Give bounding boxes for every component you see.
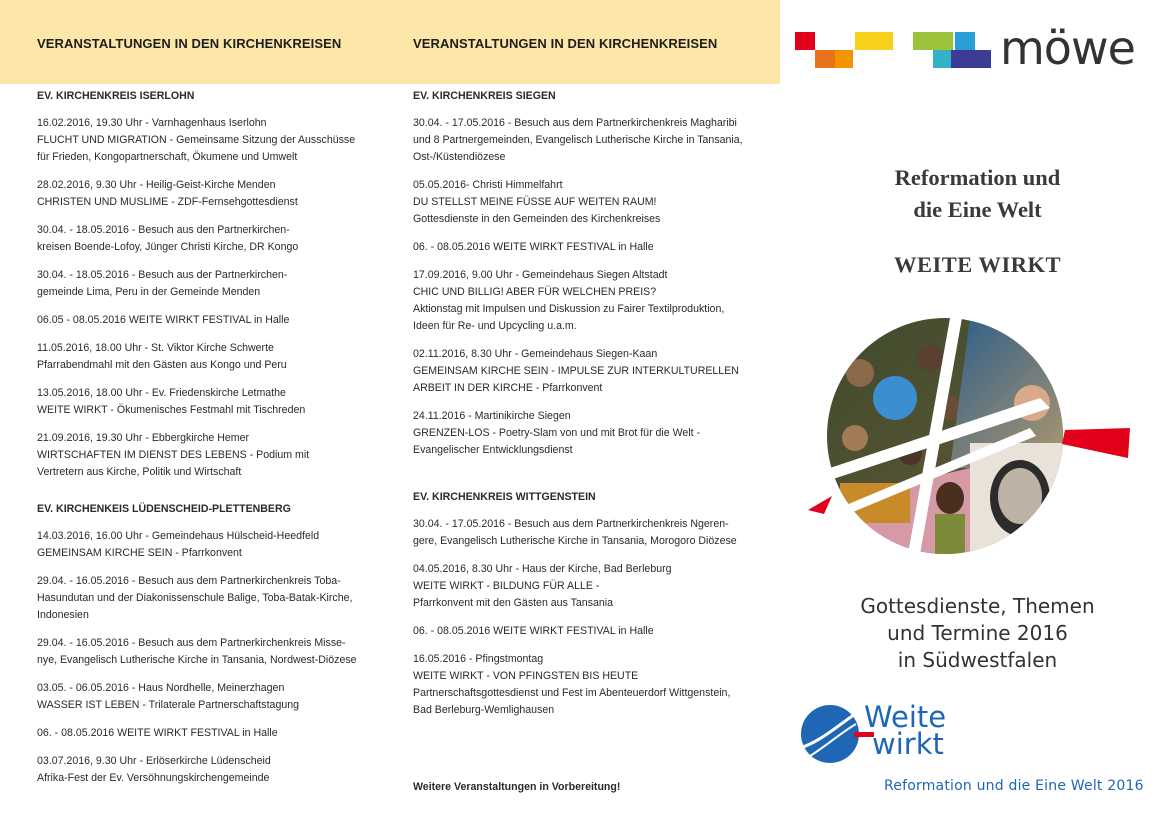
event-line: Indonesien	[37, 609, 89, 621]
event-entry	[37, 177, 382, 211]
event-entry	[37, 222, 382, 256]
event-list-siegen	[413, 115, 768, 459]
cover-subtitle	[790, 593, 1165, 674]
cover-main-title: WEITE WIRKT	[893, 252, 1061, 277]
event-entry	[37, 430, 382, 481]
event-line: WEITE WIRKT - BILDUNG FÜR ALLE -	[413, 580, 600, 592]
event-line: 28.02.2016, 9.30 Uhr - Heilig-Geist-Kirche Menden	[37, 179, 276, 191]
event-entry	[413, 623, 768, 640]
event-line: 21.09.2016, 19.30 Uhr - Ebbergkirche Hemer	[37, 432, 249, 444]
event-line: Hasundutan und der Diakonissenschule Balige, Toba-Batak-Kirche,	[37, 592, 353, 604]
middle-column	[413, 86, 768, 730]
event-line: nye, Evangelisch Lutherische Kirche in Tansania, Nordwest-Diözese	[37, 654, 357, 666]
event-line: 29.04. - 16.05.2016 - Besuch aus dem Partnerkirchenkreis Toba-	[37, 575, 341, 587]
event-line: WEITE WIRKT - VON PFINGSTEN BIS HEUTE	[413, 670, 639, 682]
moewe-logo-blocks	[795, 32, 995, 72]
event-list-wittgenstein	[413, 516, 768, 719]
footer-note: Weitere Veranstaltungen in Vorbereitung!	[413, 781, 621, 793]
weite-wirkt-line2: wirkt	[872, 727, 944, 761]
event-entry	[413, 115, 768, 166]
event-line: Bad Berleburg-Wemlighausen	[413, 704, 555, 716]
event-line: 13.05.2016, 18.00 Uhr - Ev. Friedenskirche Letmathe	[37, 387, 286, 399]
event-line: FLUCHT UND MIGRATION - Gemeinsame Sitzung der Ausschüsse	[37, 134, 356, 146]
event-line: Ost-/Küstendiözese	[413, 151, 506, 163]
event-line: 03.07.2016, 9.30 Uhr - Erlöserkirche Lüdenscheid	[37, 755, 271, 767]
event-line: 06. - 08.05.2016 WEITE WIRKT FESTIVAL in Halle	[413, 241, 654, 253]
event-line: Pfarrkonvent mit den Gästen aus Tansania	[413, 597, 614, 609]
event-line: 29.04. - 16.05.2016 - Besuch aus dem Partnerkirchenkreis Misse-	[37, 637, 346, 649]
event-line: 17.09.2016, 9.00 Uhr - Gemeindehaus Siegen Altstadt	[413, 269, 668, 281]
event-line: kreisen Boende-Lofoy, Jünger Christi Kirche, DR Kongo	[37, 241, 299, 253]
event-entry	[37, 267, 382, 301]
event-entry	[37, 573, 382, 624]
event-entry	[37, 753, 382, 787]
event-line: 30.04. - 18.05.2016 - Besuch aus der Partnerkirchen-	[37, 269, 288, 281]
left-column-title: VERANSTALTUNGEN IN DEN KIRCHENKREISEN	[37, 36, 342, 51]
event-line: WASSER IST LEBEN - Trilaterale Partnerschaftstagung	[37, 699, 300, 711]
event-line: 14.03.2016, 16.00 Uhr - Gemeindehaus Hülscheid-Heedfeld	[37, 530, 320, 542]
weite-wirkt-line1: Weite	[864, 700, 947, 734]
event-entry	[37, 385, 382, 419]
event-line: DU STELLST MEINE FÜSSE AUF WEITEN RAUM!	[413, 196, 657, 208]
event-entry	[413, 239, 768, 256]
event-line: WIRTSCHAFTEN IM DIENST DES LEBENS - Podium mit	[37, 449, 310, 461]
cover-subtitle-line3: in Südwestfalen	[897, 648, 1058, 672]
middle-column-title: VERANSTALTUNGEN IN DEN KIRCHENKREISEN	[413, 36, 718, 51]
event-line: 06.05 - 08.05.2016 WEITE WIRKT FESTIVAL in Halle	[37, 314, 290, 326]
event-line: 11.05.2016, 18.00 Uhr - St. Viktor Kirche Schwerte	[37, 342, 274, 354]
event-entry	[37, 635, 382, 669]
event-line: Ideen für Re- und Upcycling u.a.m.	[413, 320, 577, 332]
event-entry	[37, 115, 382, 166]
red-accent-right	[1062, 428, 1130, 458]
event-line: Pfarrabendmahl mit den Gästen aus Kongo und Peru	[37, 359, 287, 371]
red-accent-left	[808, 496, 832, 514]
event-list-iserlohn	[37, 115, 382, 481]
event-line: 02.11.2016, 8.30 Uhr - Gemeindehaus Siegen-Kaan	[413, 348, 658, 360]
moewe-logo-text: möwe	[1000, 21, 1135, 75]
event-line: 04.05.2016, 8.30 Uhr - Haus der Kirche, Bad Berleburg	[413, 563, 672, 575]
event-entry	[37, 340, 382, 374]
event-line: GEMEINSAM KIRCHE SEIN - IMPULSE ZUR INTERKULTURELLEN	[413, 365, 739, 377]
event-line: und 8 Partnergemeinden, Evangelisch Lutherische Kirche in Tansania,	[413, 134, 743, 146]
event-line: Aktionstag mit Impulsen und Diskussion zu Fairer Textilproduktion,	[413, 303, 725, 315]
weite-wirkt-logo-text	[864, 700, 947, 761]
event-line: 03.05. - 06.05.2016 - Haus Nordhelle, Meinerzhagen	[37, 682, 285, 694]
event-entry	[413, 651, 768, 719]
event-line: Vertretern aus Kirche, Politik und Wirtschaft	[37, 466, 242, 478]
cover-title-line2: die Eine Welt	[913, 197, 1042, 222]
event-entry	[413, 516, 768, 550]
event-line: gemeinde Lima, Peru in der Gemeinde Menden	[37, 286, 261, 298]
event-line: Afrika-Fest der Ev. Versöhnungskirchengemeinde	[37, 772, 270, 784]
event-entry	[37, 312, 382, 329]
event-line: gere, Evangelisch Lutherische Kirche in Tansania, Morogoro Diözese	[413, 535, 737, 547]
cover-title	[790, 162, 1165, 226]
left-column	[37, 86, 382, 798]
event-line: CHRISTEN UND MUSLIME - ZDF-Fernsehgottesdienst	[37, 196, 298, 208]
event-line: Gottesdienste in den Gemeinden des Kirchenkreises	[413, 213, 661, 225]
weite-wirkt-tagline: Reformation und die Eine Welt 2016	[884, 778, 1144, 794]
event-line: CHIC UND BILLIG! ABER FÜR WELCHEN PREIS?	[413, 286, 657, 298]
cover-subtitle-line2: und Termine 2016	[887, 621, 1068, 645]
cover-title-line1: Reformation und	[894, 165, 1061, 190]
event-list-luedenscheid	[37, 528, 382, 787]
section-heading-siegen: EV. KIRCHENKREIS SIEGEN	[413, 90, 556, 102]
event-entry	[37, 725, 382, 742]
event-line: GEMEINSAM KIRCHE SEIN - Pfarrkonvent	[37, 547, 242, 559]
event-line: 05.05.2016- Christi Himmelfahrt	[413, 179, 563, 191]
event-line: GRENZEN-LOS - Poetry-Slam von und mit Brot für die Welt -	[413, 427, 701, 439]
event-entry	[37, 528, 382, 562]
event-entry	[413, 346, 768, 397]
globe-image	[873, 376, 917, 420]
event-line: 30.04. - 17.05.2016 - Besuch aus dem Partnerkirchenkreis Ngeren-	[413, 518, 729, 530]
event-entry	[413, 561, 768, 612]
event-entry	[413, 177, 768, 228]
event-line: WEITE WIRKT - Ökumenisches Festmahl mit Tischreden	[37, 404, 306, 416]
event-line: 24.11.2016 - Martinikirche Siegen	[413, 410, 571, 422]
section-heading-wittgenstein: EV. KIRCHENKREIS WITTGENSTEIN	[413, 491, 596, 503]
event-line: 30.04. - 18.05.2016 - Besuch aus den Partnerkirchen-	[37, 224, 290, 236]
event-line: 16.02.2016, 19.30 Uhr - Varnhagenhaus Iserlohn	[37, 117, 267, 129]
event-line: ARBEIT IN DER KIRCHE - Pfarrkonvent	[413, 382, 603, 394]
section-heading-iserlohn: EV. KIRCHENKREIS ISERLOHN	[37, 90, 195, 102]
event-line: 06. - 08.05.2016 WEITE WIRKT FESTIVAL in Halle	[413, 625, 654, 637]
event-entry	[37, 680, 382, 714]
event-entry	[413, 267, 768, 335]
event-line: 16.05.2016 - Pfingstmontag	[413, 653, 544, 665]
event-line: für Frieden, Kongopartnerschaft, Ökumene und Umwelt	[37, 151, 298, 163]
event-line: 06. - 08.05.2016 WEITE WIRKT FESTIVAL in Halle	[37, 727, 278, 739]
event-line: Evangelischer Entwicklungsdienst	[413, 444, 573, 456]
event-line: Partnerschaftsgottesdienst und Fest im Abenteuerdorf Wittgenstein,	[413, 687, 731, 699]
event-entry	[413, 408, 768, 459]
event-line: 30.04. - 17.05.2016 - Besuch aus dem Partnerkirchenkreis Magharibi	[413, 117, 737, 129]
photo-collage	[800, 318, 1140, 568]
section-heading-luedenscheid: EV. KIRCHENKEIS LÜDENSCHEID-PLETTENBERG	[37, 503, 291, 515]
cover-subtitle-line1: Gottesdienste, Themen	[860, 594, 1095, 618]
